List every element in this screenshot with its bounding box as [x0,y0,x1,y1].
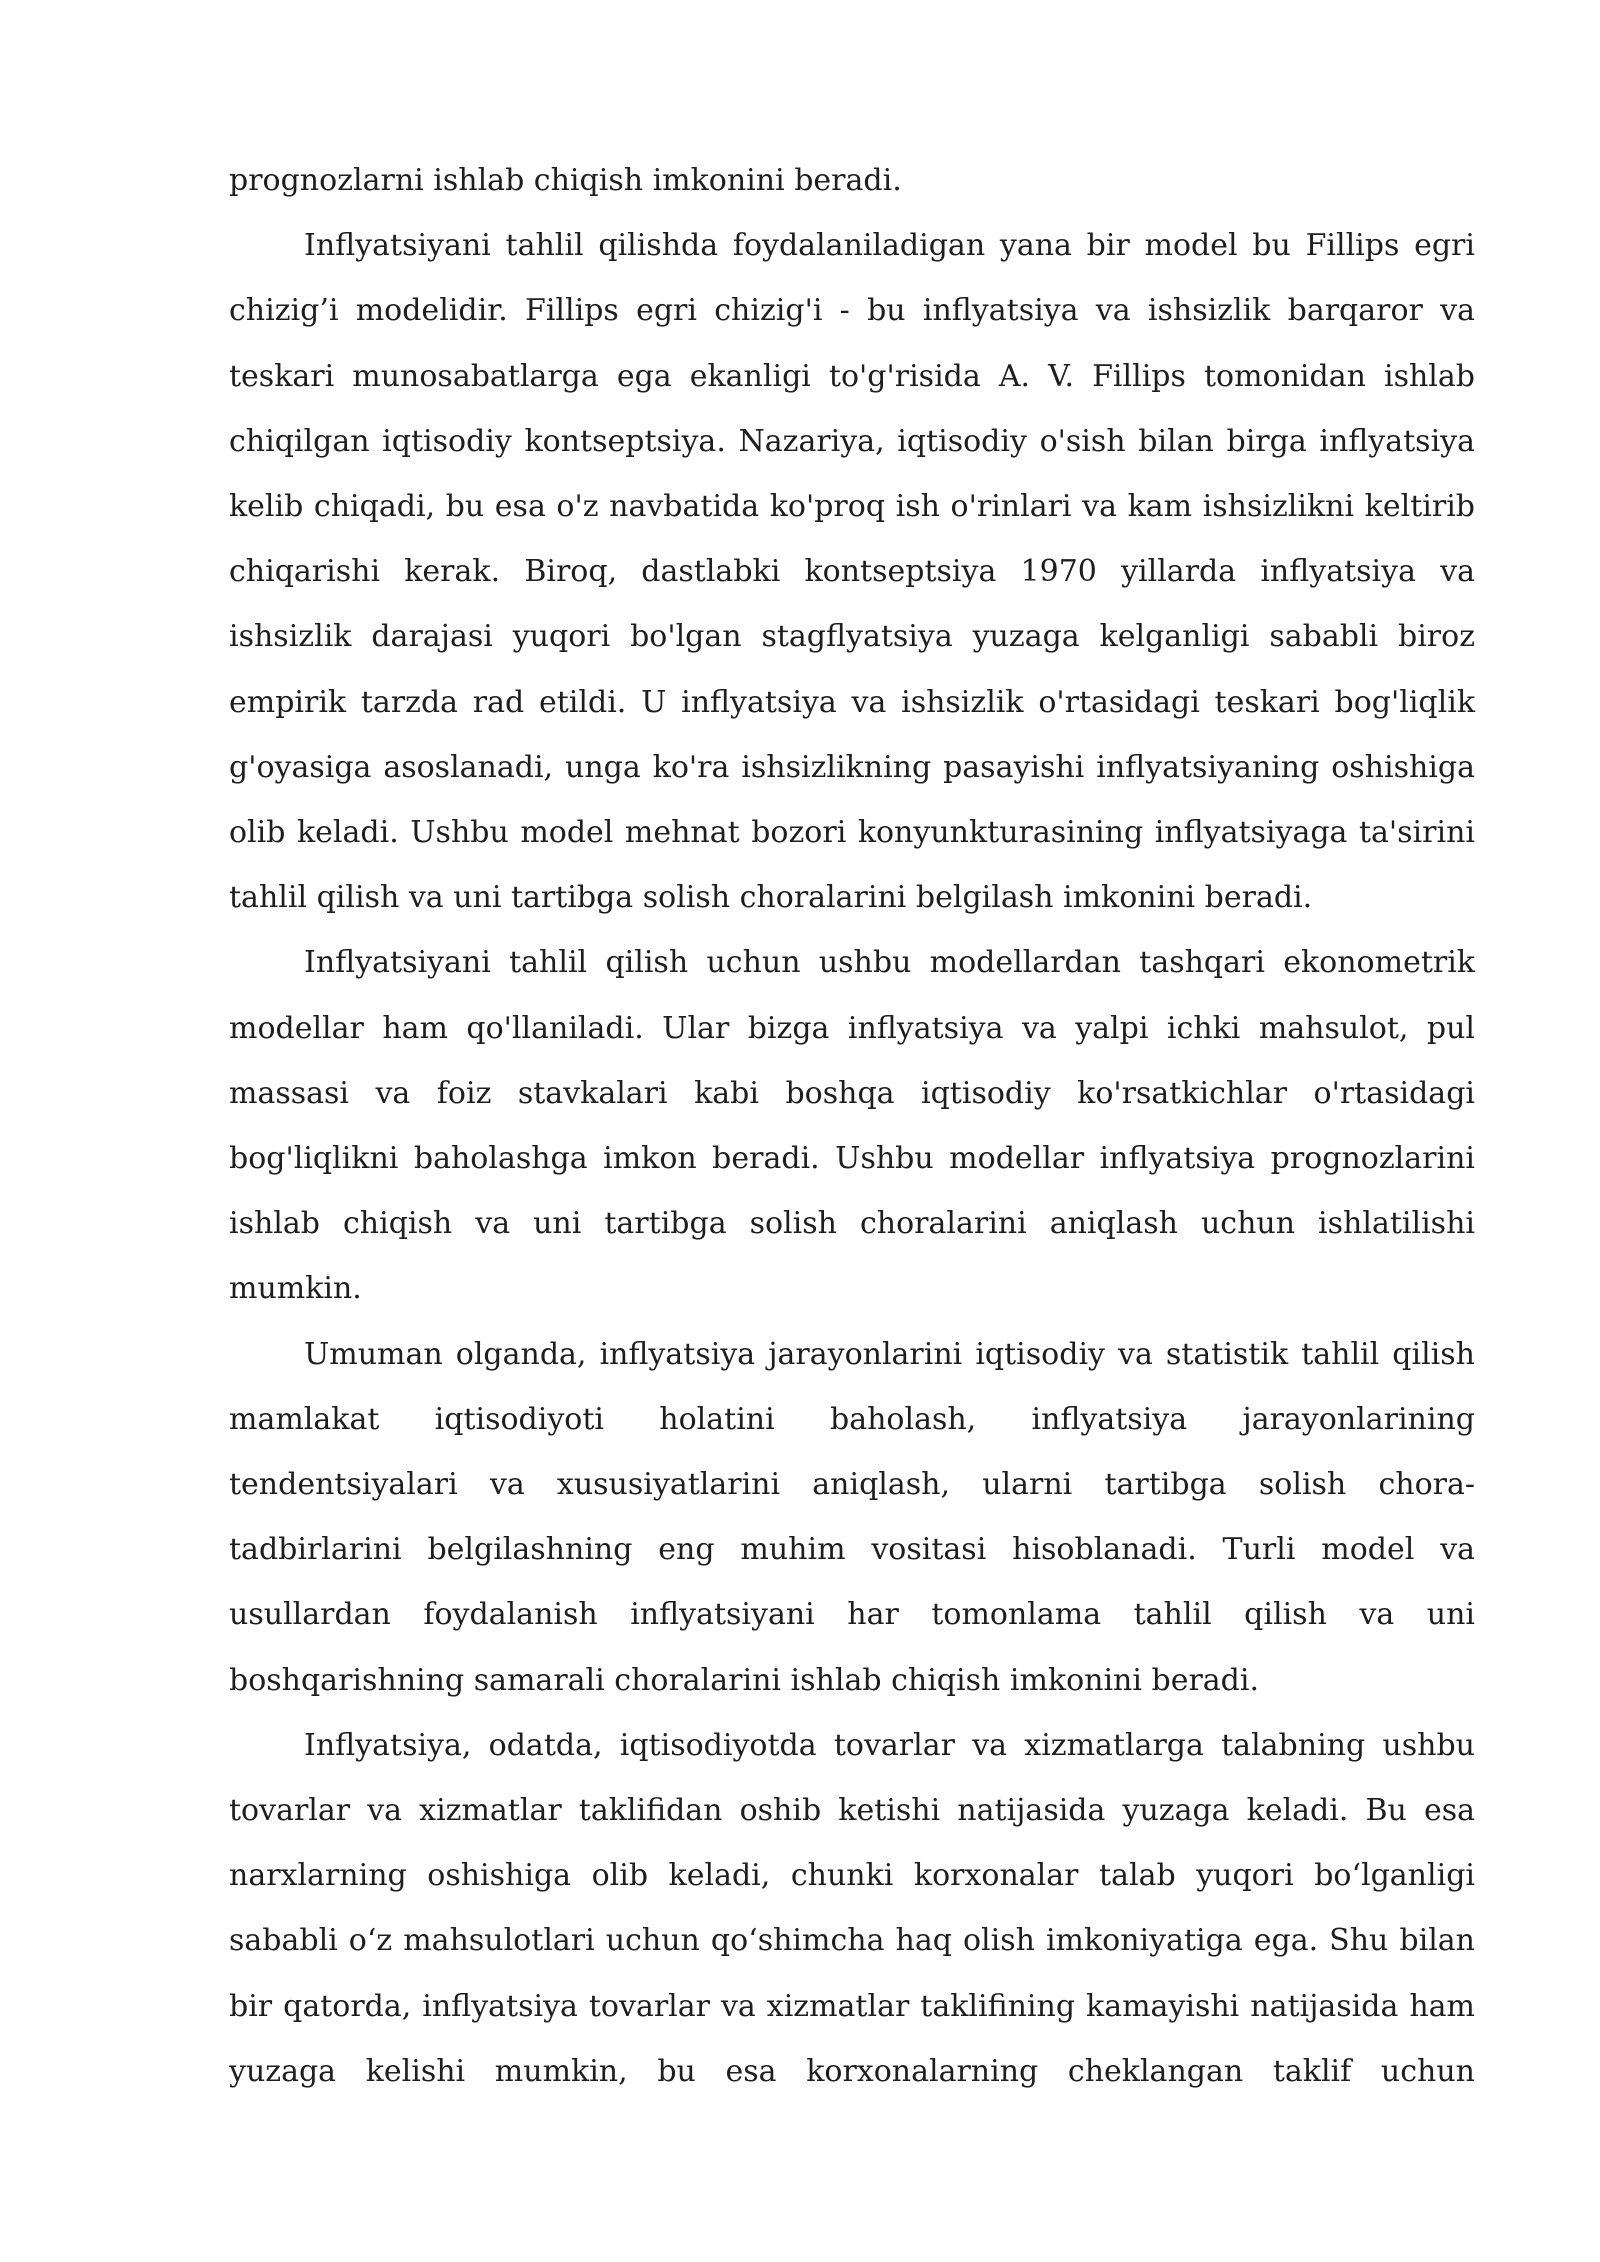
paragraph-summary: Umuman olganda, inflyatsiya jarayonlarini iqtisodiy va statistik tahlil qilish mamlakat iqtisodiyoti holatini baholash, inflyatsiya jarayonlarining tendentsiyalari va xususiyatlarini aniqlash, ularni tartibga solish chora-tadbirlarini belgilashning eng muhim vositasi hisoblanadi. Turli model va usullardan foydalanish inflyatsiyani har tomonlama tahlil qilish va uni boshqarishning samarali choralarini ishlab chiqish imkonini beradi. [229,1336,1475,1698]
document-body [229,148,1475,2104]
paragraph-continuation: prognozlarni ishlab chiqish imkonini beradi. [229,163,902,198]
paragraph-inflation-causes: Inflyatsiya, odatda, iqtisodiyotda tovarlar va xizmatlarga talabning ushbu tovarlar va xizmatlar taklifidan oshib ketishi natijasida yuzaga keladi. Bu esa narxlarning oshishiga olib keladi, chunki korxonalar talab yuqori bo‘lganligi sababli o‘z mahsulotlari uchun qo‘shimcha haq olish imkoniyatiga ega. Shu bilan bir qatorda, inflyatsiya tovarlar va xizmatlar taklifining kamayishi natijasida ham yuzaga kelishi mumkin, bu esa korxonalarning cheklangan taklif uchun [229,1727,1475,2089]
paragraph-econometric-models: Inflyatsiyani tahlil qilish uchun ushbu modellardan tashqari ekonometrik modellar ham qo'llaniladi. Ular bizga inflyatsiya va yalpi ichki mahsulot, pul massasi va foiz stavkalari kabi boshqa iqtisodiy ko'rsatkichlar o'rtasidagi bog'liqlikni baholashga imkon beradi. Ushbu modellar inflyatsiya prognozlarini ishlab chiqish va uni tartibga solish choralarini aniqlash uchun ishlatilishi mumkin. [229,945,1475,1307]
paragraph-fillips-curve: Inflyatsiyani tahlil qilishda foydalaniladigan yana bir model bu Fillips egri chizig’i modelidir. Fillips egri chizig'i - bu inflyatsiya va ishsizlik barqaror va teskari munosabatlarga ega ekanligi to'g'risida A. V. Fillips tomonidan ishlab chiqilgan iqtisodiy kontseptsiya. Nazariya, iqtisodiy o'sish bilan birga inflyatsiya kelib chiqadi, bu esa o'z navbatida ko'proq ish o'rinlari va kam ishsizlikni keltirib chiqarishi kerak. Biroq, dastlabki kontseptsiya 1970 yillarda inflyatsiya va ishsizlik darajasi yuqori bo'lgan stagflyatsiya yuzaga kelganligi sababli biroz empirik tarzda rad etildi. U inflyatsiya va ishsizlik o'rtasidagi teskari bog'liqlik g'oyasiga asoslanadi, unga ko'ra ishsizlikning pasayishi inflyatsiyaning oshishiga olib keladi. Ushbu model mehnat bozori konyunkturasining inflyatsiyaga ta'sirini tahlil qilish va uni tartibga solish choralarini belgilash imkonini beradi. [229,228,1475,916]
